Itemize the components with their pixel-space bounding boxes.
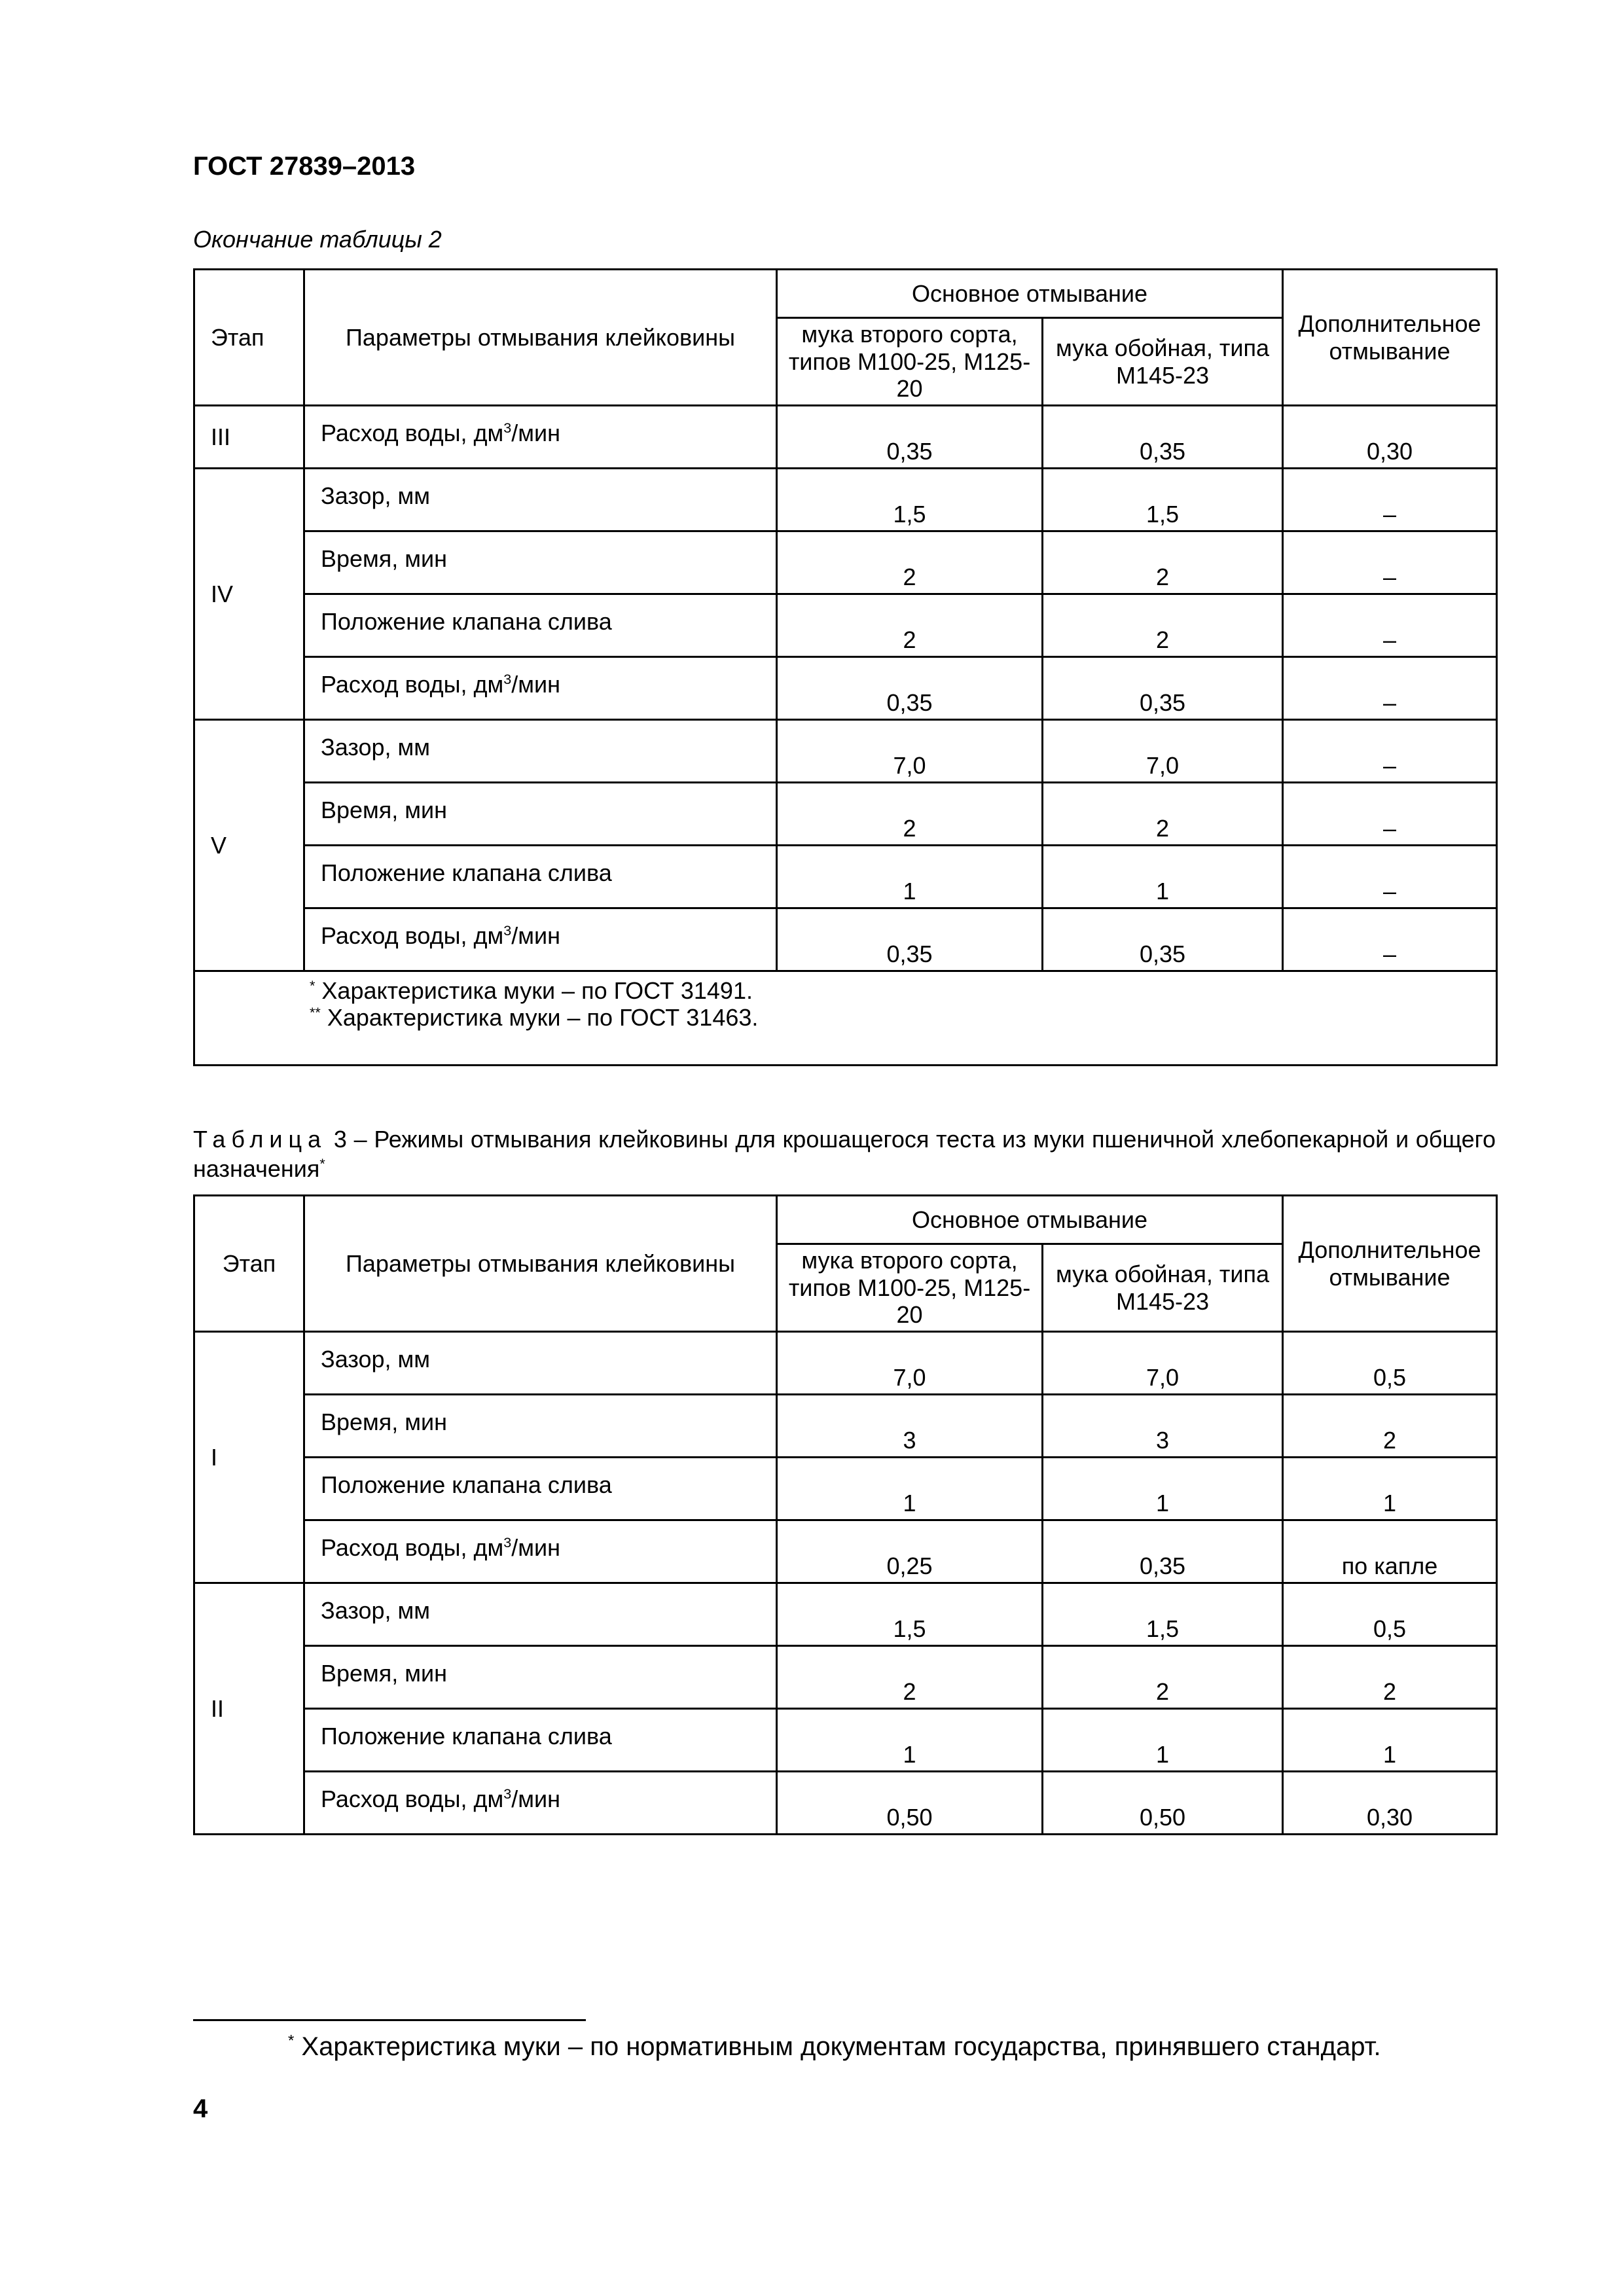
table-row [194, 1395, 1497, 1458]
value-flour-second-grade: 7,0 [777, 720, 1043, 783]
table-2-note-2: ** Характеристика муки – по ГОСТ 31463. [310, 1004, 759, 1031]
header-main-wash: Основное отмывание [777, 1196, 1283, 1244]
table2-continuation-caption: Окончание таблицы 2 [193, 226, 442, 253]
parameter-name: Зазор, мм [304, 469, 777, 531]
value-flour-wholemeal: 0,35 [1043, 1520, 1283, 1583]
header-params: Параметры отмывания клейковины [304, 1196, 777, 1332]
table-2-note-1: * Характеристика муки – по ГОСТ 31491. [310, 977, 753, 1004]
table-row [194, 1458, 1497, 1520]
table-3-header-row [194, 1196, 1497, 1244]
parameter-name: Время, мин [304, 1646, 777, 1709]
value-additional-wash: – [1283, 783, 1497, 846]
value-flour-second-grade: 0,35 [777, 406, 1043, 469]
parameter-name: Зазор, мм [304, 720, 777, 783]
value-flour-wholemeal: 0,50 [1043, 1772, 1283, 1835]
table-2-notes [194, 971, 1497, 1066]
value-additional-wash: – [1283, 908, 1497, 971]
value-flour-wholemeal: 1,5 [1043, 469, 1283, 531]
parameter-name: Положение клапана слива [304, 1458, 777, 1520]
value-flour-wholemeal: 1,5 [1043, 1583, 1283, 1646]
table-row [194, 1709, 1497, 1772]
table-row [194, 846, 1497, 908]
table-row [194, 1583, 1497, 1646]
stage-label: II [194, 1583, 304, 1835]
value-additional-wash: по капле [1283, 1520, 1497, 1583]
parameter-name: Положение клапана слива [304, 594, 777, 657]
parameter-name: Зазор, мм [304, 1583, 777, 1646]
stage-label: I [194, 1332, 304, 1583]
value-flour-second-grade: 2 [777, 531, 1043, 594]
value-additional-wash: 1 [1283, 1709, 1497, 1772]
table-row [194, 657, 1497, 720]
parameter-name: Время, мин [304, 531, 777, 594]
value-additional-wash: – [1283, 657, 1497, 720]
table-row [194, 1520, 1497, 1583]
value-additional-wash: 0,5 [1283, 1583, 1497, 1646]
table-3-caption: Таблица 3 – Режимы отмывания клейковины для крошащегося теста из муки пшеничной хлебопекарной и общего назначения* [193, 1126, 1496, 1182]
value-flour-second-grade: 3 [777, 1395, 1043, 1458]
value-flour-second-grade: 0,50 [777, 1772, 1043, 1835]
value-additional-wash: 2 [1283, 1646, 1497, 1709]
value-flour-wholemeal: 7,0 [1043, 1332, 1283, 1395]
value-flour-wholemeal: 7,0 [1043, 720, 1283, 783]
page-footnote: * Характеристика муки – по нормативным документам государства, принявшего стандарт. [288, 2032, 1381, 2061]
value-flour-wholemeal: 0,35 [1043, 908, 1283, 971]
value-additional-wash: – [1283, 531, 1497, 594]
value-flour-wholemeal: 1 [1043, 846, 1283, 908]
parameter-name: Зазор, мм [304, 1332, 777, 1395]
parameter-name: Время, мин [304, 783, 777, 846]
value-flour-wholemeal: 2 [1043, 531, 1283, 594]
value-flour-wholemeal: 0,35 [1043, 657, 1283, 720]
table-row [194, 783, 1497, 846]
parameter-name: Расход воды, $дм^3$/мин [304, 1520, 777, 1583]
value-flour-wholemeal: 0,35 [1043, 406, 1283, 469]
value-flour-wholemeal: 3 [1043, 1395, 1283, 1458]
value-flour-second-grade: 1 [777, 1709, 1043, 1772]
header-main-wash: Основное отмывание [777, 270, 1283, 318]
header-additional-wash: Дополнительное отмывание [1283, 270, 1497, 406]
header-params: Параметры отмывания клейковины [304, 270, 777, 406]
value-flour-second-grade: 7,0 [777, 1332, 1043, 1395]
page-number: 4 [193, 2094, 208, 2123]
table-row [194, 531, 1497, 594]
table-row [194, 720, 1497, 783]
parameter-name: Расход воды, $дм^3$/мин [304, 657, 777, 720]
table-row [194, 406, 1497, 469]
value-additional-wash: – [1283, 720, 1497, 783]
parameter-name: Расход воды, $дм^3$/мин [304, 1772, 777, 1835]
parameter-name: Расход воды, $дм^3$/мин [304, 908, 777, 971]
value-flour-second-grade: 1 [777, 1458, 1043, 1520]
header-flour-second-grade: мука второго сорта, типов М100-25, М125-20 [777, 318, 1043, 406]
value-flour-second-grade: 2 [777, 594, 1043, 657]
value-flour-wholemeal: 2 [1043, 594, 1283, 657]
table-row [194, 1332, 1497, 1395]
table-row [194, 1772, 1497, 1835]
standard-header: ГОСТ 27839–2013 [193, 152, 416, 181]
value-flour-wholemeal: 2 [1043, 1646, 1283, 1709]
value-flour-wholemeal: 1 [1043, 1458, 1283, 1520]
table-2-notes-row [194, 971, 1497, 1066]
value-flour-second-grade: 1,5 [777, 1583, 1043, 1646]
stage-label: V [194, 720, 304, 971]
parameter-name: Положение клапана слива [304, 846, 777, 908]
value-flour-second-grade: 2 [777, 1646, 1043, 1709]
table-row [194, 594, 1497, 657]
value-additional-wash: – [1283, 846, 1497, 908]
parameter-name: Время, мин [304, 1395, 777, 1458]
stage-label: III [194, 406, 304, 469]
table-3 [193, 1194, 1498, 1835]
parameter-name: Положение клапана слива [304, 1709, 777, 1772]
value-additional-wash: 0,5 [1283, 1332, 1497, 1395]
value-additional-wash: 1 [1283, 1458, 1497, 1520]
table-2-header-row [194, 270, 1497, 318]
stage-label: IV [194, 469, 304, 720]
value-flour-wholemeal: 2 [1043, 783, 1283, 846]
value-additional-wash: 0,30 [1283, 1772, 1497, 1835]
header-flour-wholemeal: мука обойная, типа М145-23 [1043, 1244, 1283, 1332]
header-flour-wholemeal: мука обойная, типа М145-23 [1043, 318, 1283, 406]
footnote-separator [193, 2019, 586, 2021]
value-flour-second-grade: 0,35 [777, 908, 1043, 971]
value-flour-second-grade: 1 [777, 846, 1043, 908]
value-flour-second-grade: 0,35 [777, 657, 1043, 720]
value-flour-wholemeal: 1 [1043, 1709, 1283, 1772]
value-additional-wash: – [1283, 469, 1497, 531]
value-additional-wash: 2 [1283, 1395, 1497, 1458]
parameter-name: Расход воды, $дм^3$/мин [304, 406, 777, 469]
value-flour-second-grade: 1,5 [777, 469, 1043, 531]
table-row [194, 1646, 1497, 1709]
value-additional-wash: – [1283, 594, 1497, 657]
header-additional-wash: Дополнительное отмывание [1283, 1196, 1497, 1332]
header-stage: Этап [194, 1196, 304, 1332]
value-flour-second-grade: 2 [777, 783, 1043, 846]
header-flour-second-grade: мука второго сорта, типов М100-25, М125-20 [777, 1244, 1043, 1332]
table-row [194, 469, 1497, 531]
header-stage: Этап [194, 270, 304, 406]
value-flour-second-grade: 0,25 [777, 1520, 1043, 1583]
value-additional-wash: 0,30 [1283, 406, 1497, 469]
table-2 [193, 268, 1498, 1066]
table-row [194, 908, 1497, 971]
